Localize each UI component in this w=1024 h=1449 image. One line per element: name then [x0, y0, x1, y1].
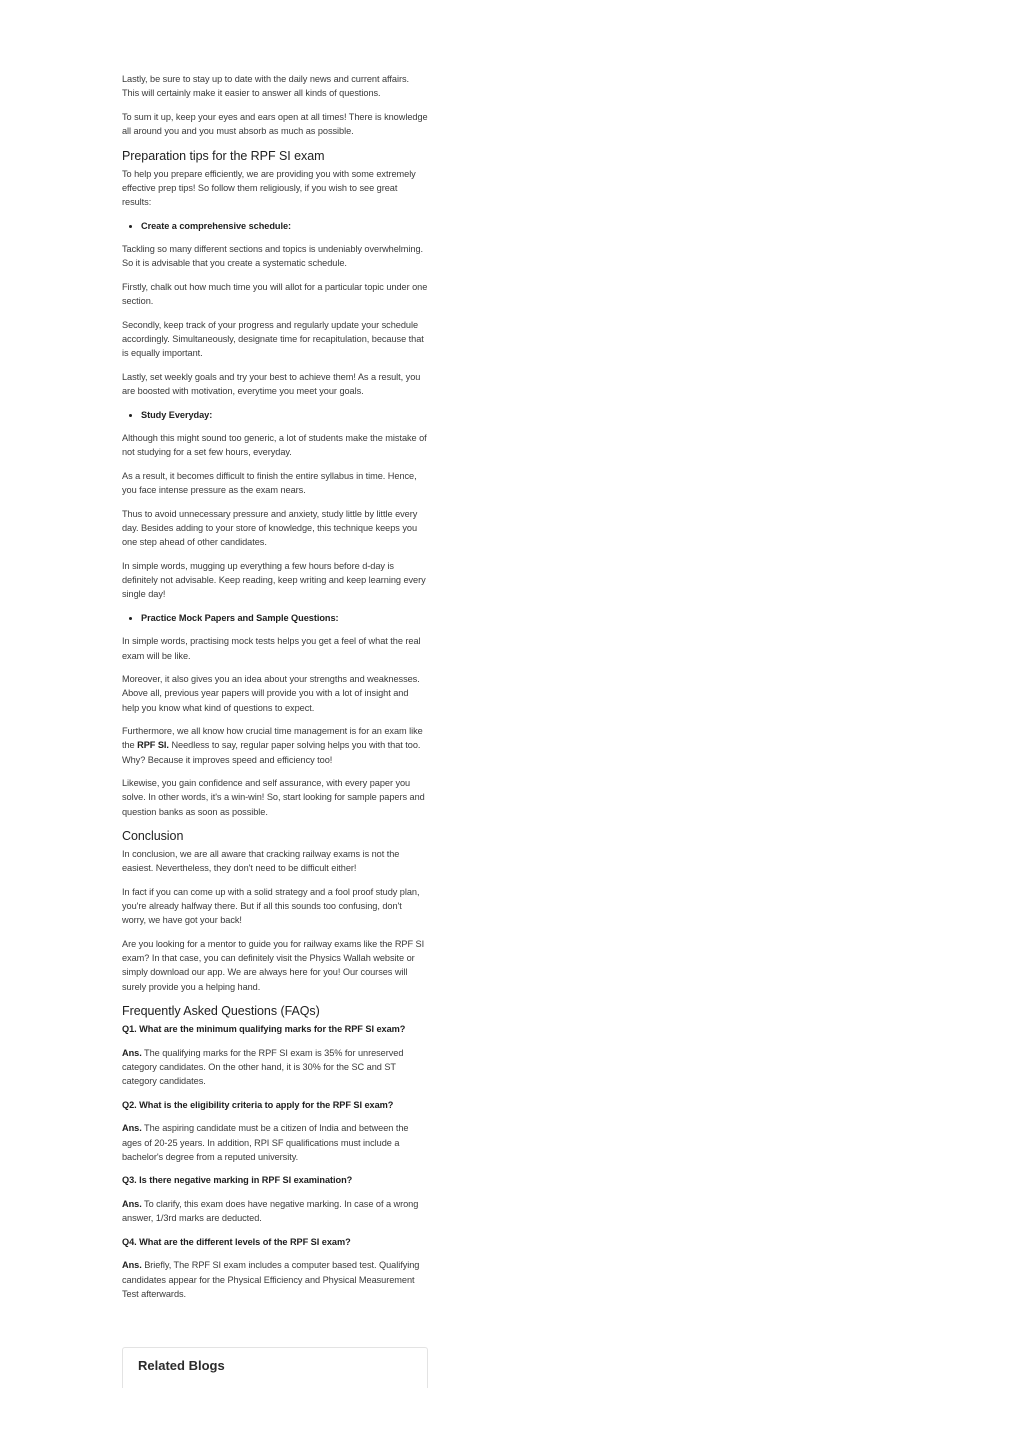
faq-question: Q4. What are the different levels of the RPF SI exam?	[122, 1236, 351, 1247]
text-run: Furthermore, we all know how crucial time management is for an exam like the	[122, 726, 423, 751]
faq-answer	[122, 1258, 428, 1301]
section-heading-conclusion: Conclusion	[122, 829, 184, 844]
answer-text: The qualifying marks for the RPF SI exam is 35% for unreserved category candidates. On the other hand, it is 30% for the SC and ST category candidates.	[122, 1047, 404, 1087]
related-blogs-title: Related Blogs	[138, 1358, 225, 1373]
paragraph: In conclusion, we are all aware that cracking railway exams is not the easiest. Nevertheless, they don't need to be difficult either!	[122, 849, 400, 874]
paragraph: Secondly, keep track of your progress and regularly update your schedule accordingly. Simultaneously, designate time for recapitulation, because that is equally important.	[122, 319, 424, 359]
list-item: • Practice Mock Papers and Sample Questions:	[141, 611, 428, 625]
paragraph: In simple words, mugging up everything a few hours before d-day is definitely not advisable. Keep reading, keep writing and keep learning every single day!	[122, 560, 426, 600]
section-heading-faqs: Frequently Asked Questions (FAQs)	[122, 1004, 320, 1019]
paragraph: In fact if you can come up with a solid strategy and a fool proof study plan, you're already halfway there. But if all this sounds too confusing, don't worry, we have got your back!	[122, 886, 420, 926]
answer-label: Ans.	[122, 1047, 142, 1058]
paragraph: Tackling so many different sections and topics is undeniably overwhelming. So it is advisable that you create a systematic schedule.	[122, 244, 424, 269]
related-blogs-card	[122, 1347, 428, 1388]
paragraph: In simple words, practising mock tests helps you get a feel of what the real exam will be like.	[122, 636, 421, 661]
paragraph: Moreover, it also gives you an idea about your strengths and weaknesses. Above all, previous year papers will provide you with a lot of insight and help you know what kind of questions to expect.	[122, 674, 420, 713]
paragraph: To help you prepare efficiently, we are providing you with some extremely effective prep tips! So follow them religiously, if you wish to see great results:	[122, 168, 416, 207]
paragraph: Lastly, set weekly goals and try your best to achieve them! As a result, you are boosted with motivation, everytime you meet your goals.	[122, 371, 421, 396]
paragraph: Thus to avoid unnecessary pressure and anxiety, study little by little every day. Besides adding to your store of knowledge, this technique keeps you one step ahead of other candidates.	[122, 508, 418, 548]
paragraph: Firstly, chalk out how much time you will allot for a particular topic under one section.	[122, 281, 428, 307]
bullet-list	[122, 408, 428, 422]
answer-label: Ans.	[122, 1123, 142, 1134]
answer-label: Ans.	[122, 1260, 142, 1271]
article-body	[122, 72, 428, 1310]
list-item: • Create a comprehensive schedule:	[141, 219, 428, 233]
answer-label: Ans.	[122, 1198, 142, 1209]
text-run: Needless to say, regular paper solving helps you with that too. Why? Because it improves speed and efficiency too!	[122, 740, 421, 765]
answer-text: The aspiring candidate must be a citizen of India and between the ages of 20-25 years. In addition, RPI SF qualifications must include a bachelor's degree from a reputed university.	[122, 1123, 409, 1162]
paragraph: Are you looking for a mentor to guide you for railway exams like the RPF SI exam? In that case, you can definitely visit the Physics Wallah website or simply download our app. We are always here for you! Our courses will surely provide you a helping hand.	[122, 938, 425, 992]
faq-question: Q1. What are the minimum qualifying marks for the RPF SI exam?	[122, 1024, 406, 1035]
answer-text: Briefly, The RPF SI exam includes a computer based test. Qualifying candidates appear for the Physical Efficiency and Physical Measurement Test afterwards.	[122, 1260, 420, 1299]
faq-answer	[122, 1046, 428, 1089]
faq-question: Q3. Is there negative marking in RPF SI examination?	[122, 1175, 353, 1186]
list-item: • Study Everyday:	[141, 408, 428, 422]
answer-text: To clarify, this exam does have negative marking. In case of a wrong answer, 1/3rd marks are deducted.	[122, 1198, 419, 1224]
paragraph: As a result, it becomes difficult to finish the entire syllabus in time. Hence, you face intense pressure as the exam nears.	[122, 470, 417, 496]
bold-text: RPF SI.	[137, 740, 169, 751]
bullet-list	[122, 219, 428, 233]
faq-answer	[122, 1121, 428, 1164]
bullet-list	[122, 611, 428, 625]
section-heading-prep: Preparation tips for the RPF SI exam	[122, 148, 325, 163]
paragraph: Lastly, be sure to stay up to date with the daily news and current affairs. This will certainly make it easier to answer all kinds of questions.	[122, 74, 410, 99]
faq-question: Q2. What is the eligibility criteria to apply for the RPF SI exam?	[122, 1099, 394, 1110]
paragraph	[122, 724, 428, 767]
paragraph: Although this might sound too generic, a lot of students make the mistake of not studying for a set few hours, everyday.	[122, 433, 427, 458]
paragraph: To sum it up, keep your eyes and ears open at all times! There is knowledge all around you and you must absorb as much as possible.	[122, 111, 428, 136]
paragraph: Likewise, you gain confidence and self assurance, with every paper you solve. In other words, it's a win-win! So, start looking for sample papers and question banks as soon as possible.	[122, 778, 425, 817]
faq-answer	[122, 1197, 428, 1225]
